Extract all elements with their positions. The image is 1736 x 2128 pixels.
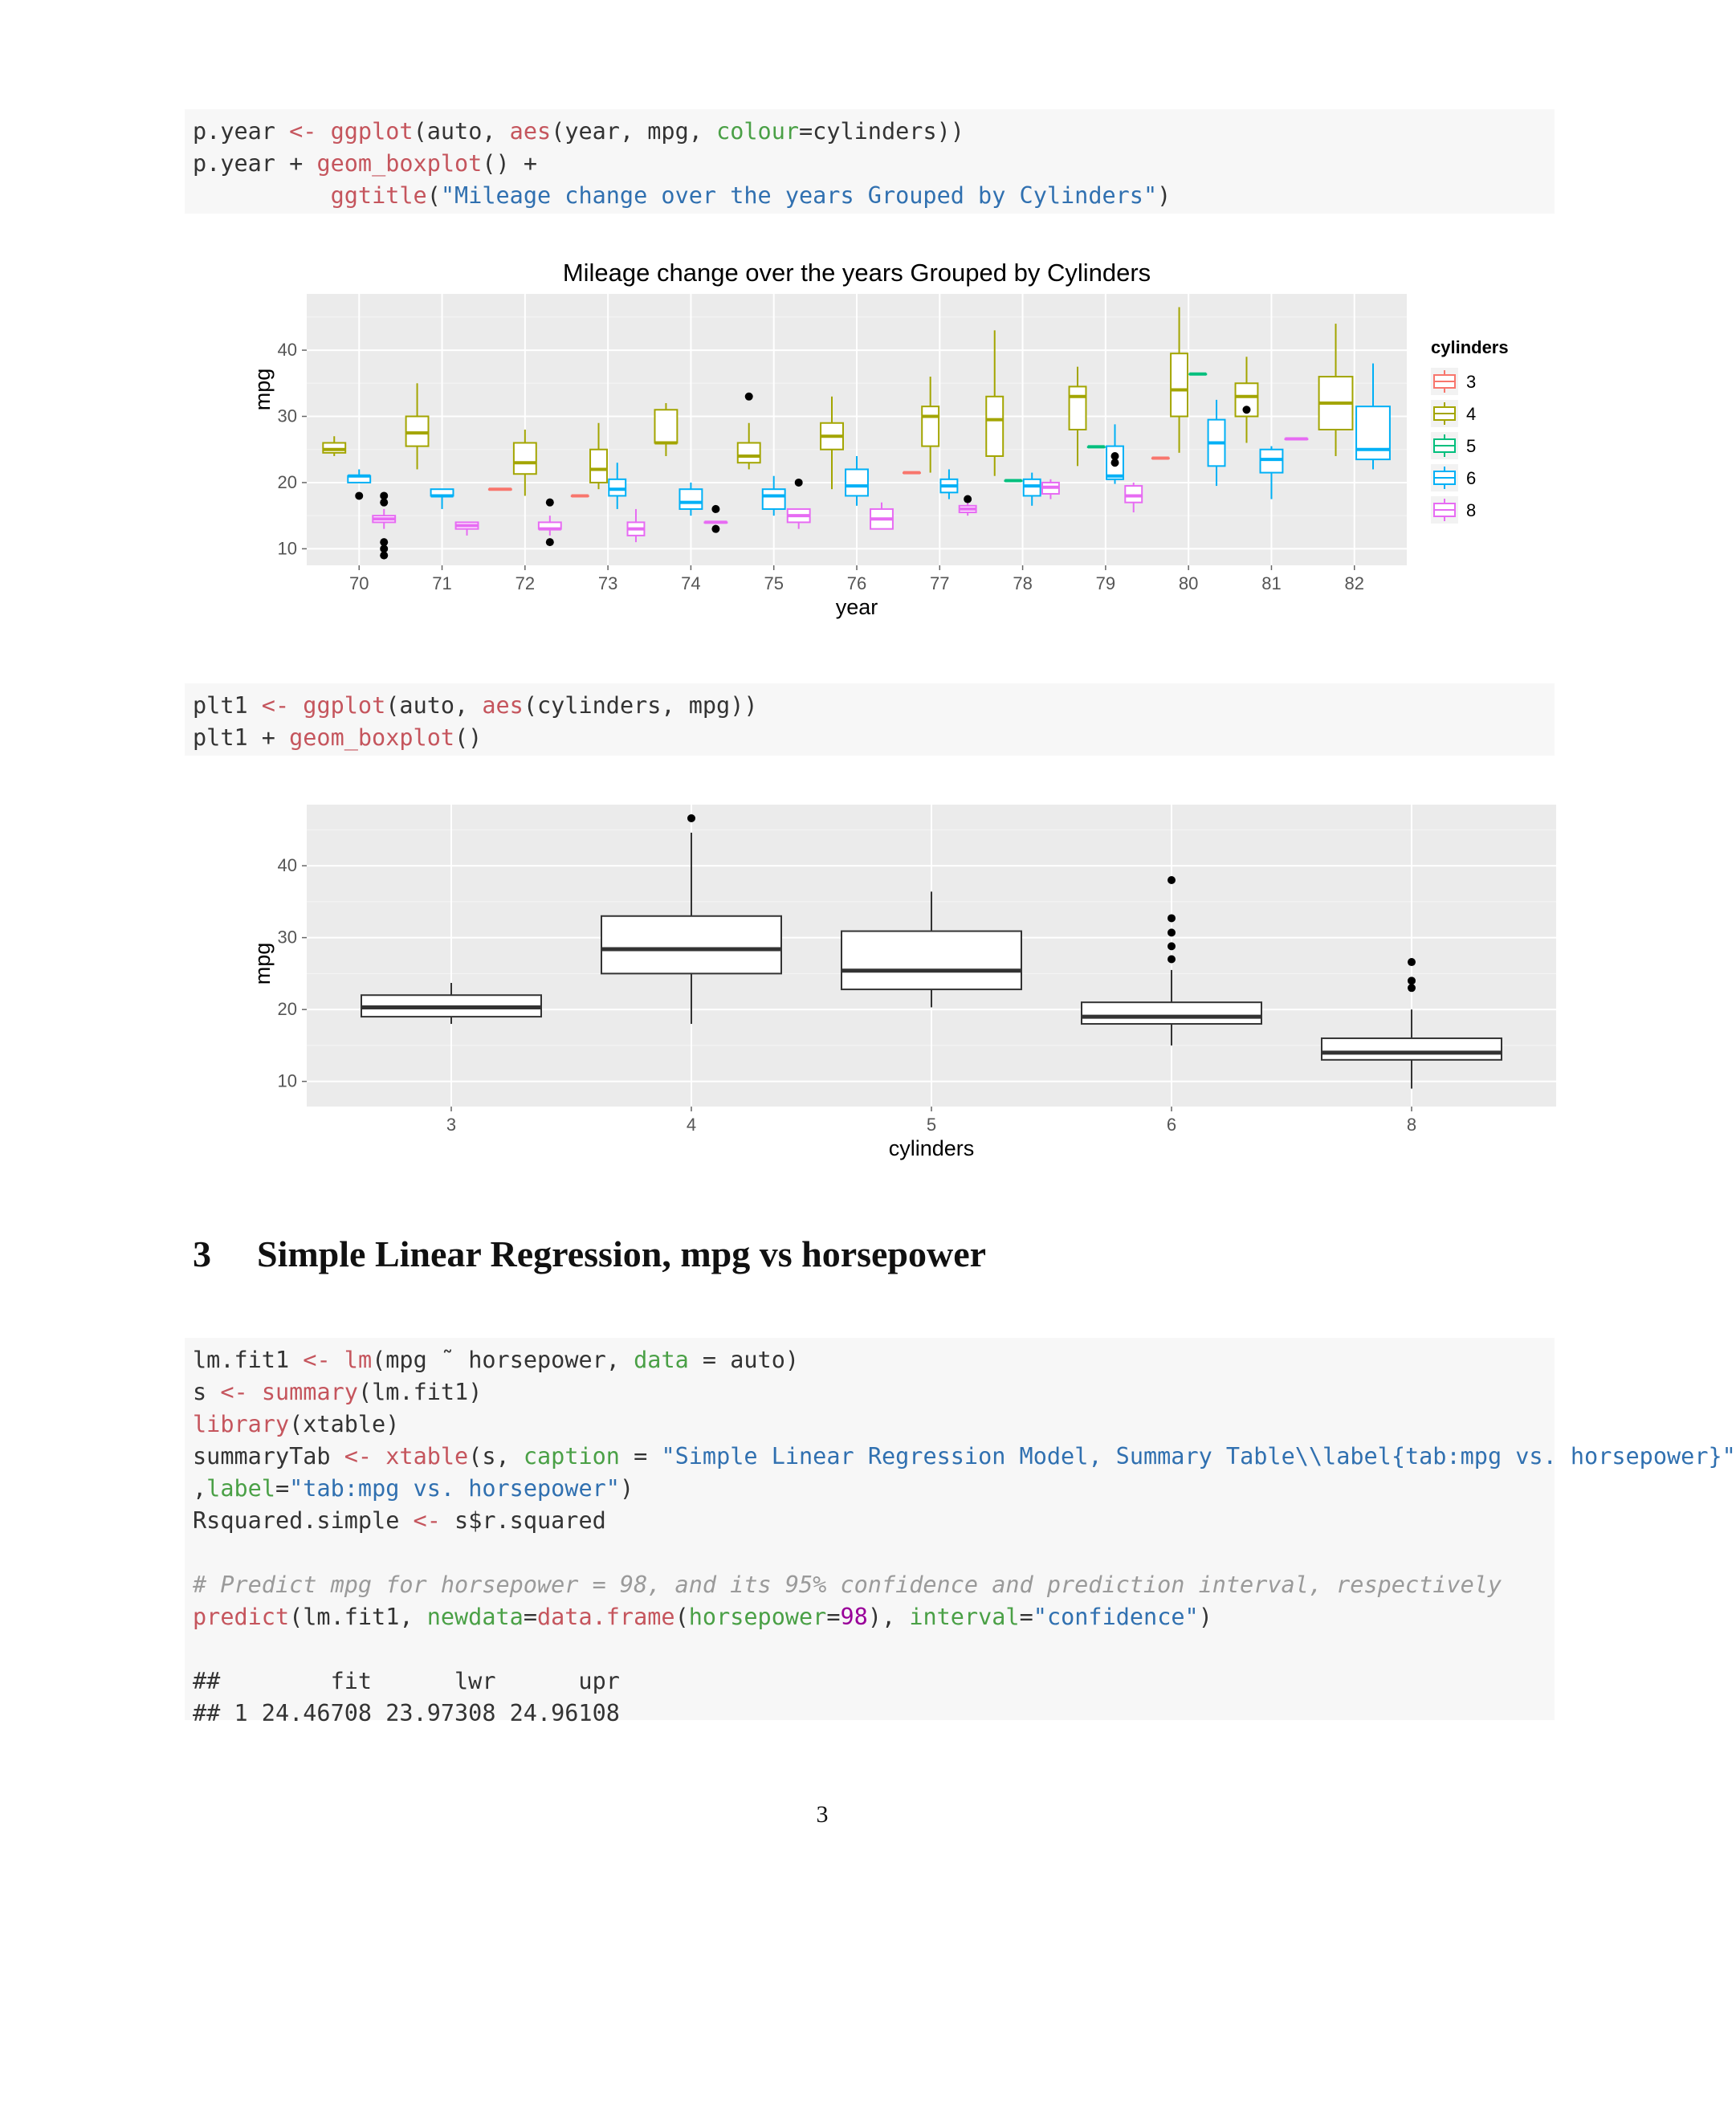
box-rect [1171,353,1188,416]
code-token: ) [1157,182,1172,209]
box-rect [514,442,536,474]
code-line [193,1505,1547,1537]
box-81-cyl8 [1286,439,1308,440]
code-token: (lm.fit1, [289,1604,427,1630]
box-rect [1322,1038,1502,1060]
outlier-point [1408,976,1416,985]
code-token: = [1019,1604,1033,1630]
box-rect [763,489,785,509]
box-rect [609,479,626,496]
outlier-point [711,505,719,513]
box-80-cyl5 [1189,374,1206,375]
code-token: ( [426,182,441,209]
outlier-point [745,393,753,401]
code-line [193,148,1547,180]
box-78-cyl5 [1005,480,1022,481]
code-token: "tab:mpg vs. horsepower" [289,1475,620,1502]
code-token: ggtitle [330,182,427,209]
legend-title: cylinders [1431,337,1509,357]
y-tick-label: 10 [277,1070,297,1091]
code-token: geom_boxplot [316,150,483,177]
code-line [193,1344,1547,1376]
x-tick-label: 4 [686,1115,697,1135]
code-token: ggplot [330,118,414,145]
code-token: interval [909,1604,1020,1630]
code-token: <- [344,1443,373,1470]
code-token: geom_boxplot [289,724,455,751]
code-token [289,692,303,719]
code-token: Rsquared.simple [193,1507,414,1534]
box-rect [323,442,345,452]
chart-title: Mileage change over the years Grouped by Cylinders [562,259,1151,287]
legend-label: 5 [1466,436,1477,456]
box-rect [679,489,702,509]
code-token: = [523,1604,537,1630]
code-token: data [634,1347,689,1373]
code-token: "confidence" [1033,1604,1199,1630]
x-tick-label: 72 [515,573,536,593]
code-token: ## fit lwr upr [193,1668,620,1694]
legend-label: 3 [1466,372,1477,392]
code-token: <- [261,692,290,719]
code-token: colour [716,118,800,145]
section-number: 3 [193,1233,211,1274]
code-token: <- [289,118,317,145]
code-line [193,1376,1547,1408]
box-rect [1125,486,1142,503]
code-token: (mpg ˜ horsepower, [372,1347,634,1373]
box-rect [986,397,1003,456]
code-line [193,1665,1547,1698]
chart-mileage-by-year [241,255,1635,625]
outlier-point [380,491,388,499]
code-token: <- [303,1347,331,1373]
x-tick-label: 82 [1344,573,1365,593]
outlier-point [546,538,554,546]
x-tick-label: 75 [764,573,784,593]
x-tick-label: 74 [681,573,701,593]
outlier-point [355,491,363,499]
code-token: lm.fit1 [193,1347,304,1373]
x-tick-label: 71 [432,573,452,593]
code-token: ) [1198,1604,1212,1630]
code-token: () + [482,150,537,177]
code-token: =cylinders)) [799,118,964,145]
code-token: p.year [193,118,290,145]
code-token: data.frame [536,1604,675,1630]
code-token: p.year + [193,150,317,177]
code-token: caption [523,1443,620,1470]
box-rect [601,916,781,974]
box-rect [842,932,1021,990]
code-token: "Simple Linear Regression Model, Summary Table\\label{tab:mpg vs. horsepower}" [661,1443,1736,1470]
outlier-point [546,499,554,507]
code-line [193,1698,1547,1730]
outlier-point [1242,406,1250,414]
code-line [193,722,1547,754]
code-token: ( [674,1604,689,1630]
y-tick-label: 40 [277,855,297,876]
code-token [372,1443,385,1470]
outlier-point [1168,914,1176,922]
code-line [193,1441,1736,1473]
outlier-point [711,525,719,533]
x-tick-label: 76 [846,573,867,593]
x-tick-label: 5 [926,1115,937,1135]
box-rect [738,442,760,463]
code-line [193,180,1547,212]
x-tick-label: 81 [1261,573,1282,593]
box-rect [590,450,607,483]
code-token: aes [482,692,524,719]
code-token: plt1 + [193,724,290,751]
code-line [193,1601,1547,1633]
code-line [193,690,1547,722]
box-77-cyl3 [903,473,920,474]
code-token: <- [413,1507,441,1534]
code-token: = [826,1604,841,1630]
code-line [193,1633,1547,1665]
code-line [193,1473,1547,1505]
outlier-point [380,538,388,546]
box-rect [1082,1002,1261,1024]
outlier-point [964,495,972,503]
x-axis-label: year [835,595,878,619]
code-token: (cylinders, mpg)) [523,692,758,719]
box-rect [922,406,939,446]
code-token: "Mileage change over the years Grouped by Cylinders" [440,182,1158,209]
code-token: summaryTab [193,1443,344,1470]
code-line [193,1537,1547,1569]
code-token: lm [344,1347,373,1373]
code-token: label [206,1475,275,1502]
code-token [316,118,330,145]
code-token: ggplot [303,692,386,719]
section-heading [193,1233,986,1275]
y-axis-label: mpg [251,368,275,411]
outlier-point [1408,984,1416,992]
code-token: ## 1 24.46708 23.97308 24.96108 [193,1700,620,1726]
x-tick-label: 73 [597,573,618,593]
code-token [193,182,331,209]
x-tick-label: 77 [930,573,950,593]
code-token: ) [619,1475,634,1502]
x-tick-label: 6 [1166,1115,1177,1135]
code-block-linear-regression [185,1338,1736,1726]
code-token: xtable [385,1443,469,1470]
code-token [248,1379,262,1405]
code-token: (auto, [385,692,483,719]
code-token: 98 [840,1604,868,1630]
outlier-point [1168,876,1176,884]
code-token: plt1 [193,692,262,719]
box-rect [1024,479,1041,496]
code-token [331,1347,344,1373]
box-rect [1070,386,1086,430]
code-token: (xtable) [289,1411,400,1437]
x-tick-label: 3 [446,1115,457,1135]
code-token: library [193,1411,290,1437]
legend-label: 4 [1466,404,1477,424]
x-tick-label: 8 [1406,1115,1417,1135]
code-token: ), [867,1604,910,1630]
x-tick-label: 80 [1178,573,1199,593]
box-rect [1356,406,1390,459]
y-tick-label: 30 [277,406,297,426]
code-block-ggplot-year [185,109,1555,214]
code-token: (year, mpg, [551,118,717,145]
outlier-point [687,814,695,822]
code-token: summary [261,1379,358,1405]
code-token: (lm.fit1) [357,1379,483,1405]
code-block-ggplot-cylinders [185,683,1555,756]
box-80-cyl3 [1152,458,1169,459]
box-rect [654,410,677,442]
chart-mpg-by-cylinders [241,795,1590,1172]
code-line [193,1408,1547,1441]
box-73-cyl3 [572,495,589,496]
outlier-point [1168,942,1176,950]
y-tick-label: 20 [277,999,297,1020]
code-line [193,116,1547,148]
code-token: newdata [426,1604,524,1630]
code-token: (s, [468,1443,524,1470]
box-rect [406,417,429,446]
code-token: predict [193,1604,290,1630]
y-tick-label: 10 [277,538,297,559]
x-tick-label: 78 [1013,573,1033,593]
code-token: () [454,724,483,751]
box-rect [1261,450,1283,473]
code-token: = [275,1475,290,1502]
y-tick-label: 30 [277,927,297,948]
code-token: horsepower [688,1604,827,1630]
y-axis-label: mpg [251,942,275,985]
x-axis-label: cylinders [888,1136,975,1160]
page-number: 3 [816,1801,829,1828]
outlier-point [1408,958,1416,966]
legend-label: 8 [1466,500,1477,520]
outlier-point [1168,955,1176,963]
box-79-cyl5 [1088,446,1105,447]
x-tick-label: 79 [1095,573,1116,593]
code-token: s$r.squared [440,1507,606,1534]
y-tick-label: 20 [277,471,297,492]
x-tick-label: 70 [348,573,369,593]
code-token: , [193,1475,207,1502]
code-token: aes [509,118,552,145]
code-token: (auto, [413,118,510,145]
code-token: <- [220,1379,248,1405]
code-token: s [193,1379,221,1405]
y-tick-label: 40 [277,340,297,361]
code-token: # Predict mpg for horsepower = 98, and its 95% confidence and prediction interval, respectively [193,1572,1502,1598]
box-rect [846,469,868,495]
box-72-cyl3 [489,489,511,490]
code-token: = auto) [688,1347,800,1373]
code-token: = [619,1443,662,1470]
code-line [193,1569,1547,1601]
outlier-point [1111,452,1119,460]
legend-label: 6 [1466,468,1477,488]
outlier-point [795,479,803,487]
section-title: Simple Linear Regression, mpg vs horsepower [257,1233,987,1274]
outlier-point [1168,928,1176,936]
